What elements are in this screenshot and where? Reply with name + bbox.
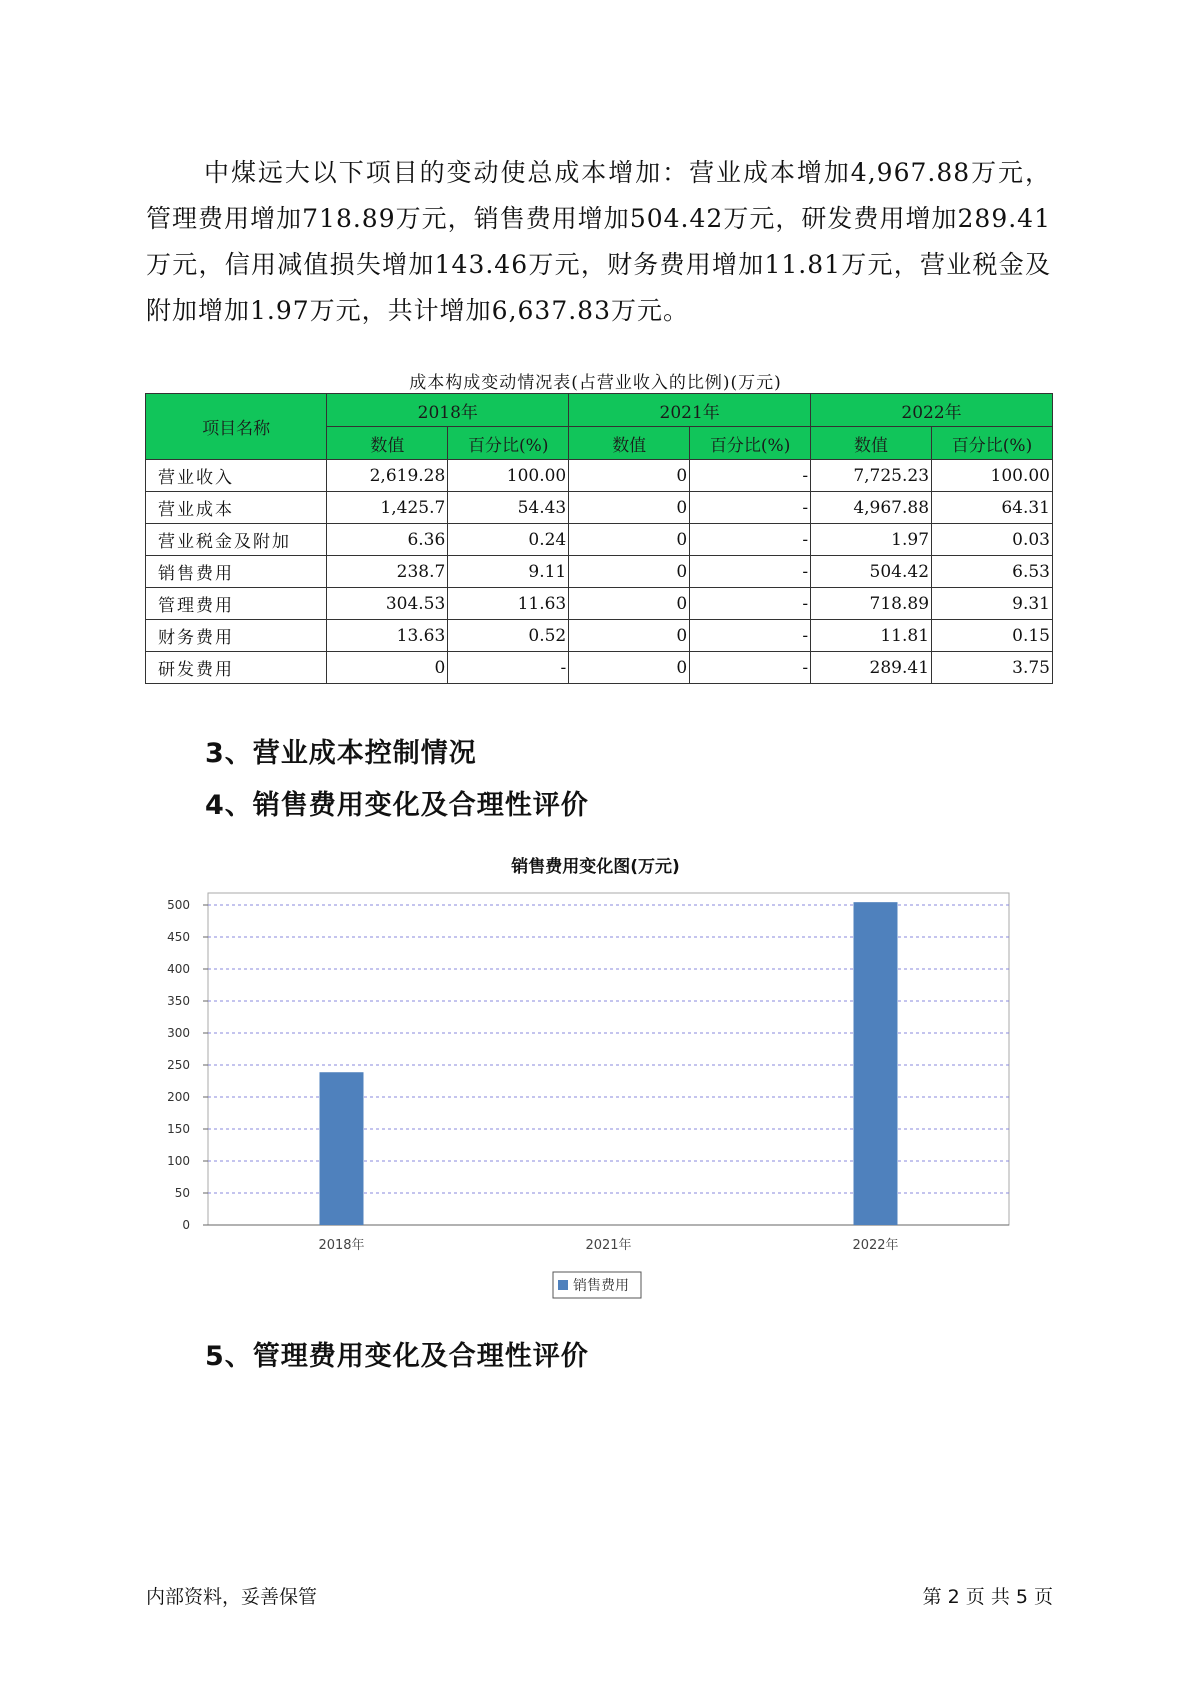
- cell-v2022: 4,967.88: [811, 492, 932, 524]
- y-tick-label: 450: [167, 930, 190, 944]
- cell-p2022: 100.00: [932, 460, 1053, 492]
- cell-v2021: 0: [569, 492, 690, 524]
- cell-v2021: 0: [569, 620, 690, 652]
- bar: [320, 1072, 364, 1225]
- section-heading-5: 5、管理费用变化及合理性评价: [205, 1341, 589, 1372]
- cell-v2018: 13.63: [327, 620, 448, 652]
- summary-paragraph: 中煤远大以下项目的变动使总成本增加：营业成本增加4,967.88万元，管理费用增加718.89万元，销售费用增加504.42万元，研发费用增加289.41万元，信用减值损失增加143.46万元，财务费用增加11.81万元，营业税金及附加增加1.97万元，共计增加6,637.83万元。: [146, 158, 1051, 325]
- cell-v2018: 6.36: [327, 524, 448, 556]
- legend-swatch: [558, 1280, 568, 1290]
- y-tick-label: 500: [167, 898, 190, 912]
- row-label: 营业收入: [146, 460, 327, 492]
- table-row: [146, 620, 1053, 652]
- table-row: [146, 556, 1053, 588]
- row-label: 管理费用: [146, 588, 327, 620]
- footer-confidential-note: 内部资料，妥善保管: [146, 1586, 318, 1608]
- cell-p2021: -: [690, 588, 811, 620]
- header-percent: 百分比(%): [448, 427, 569, 460]
- cell-p2018: 11.63: [448, 588, 569, 620]
- header-percent: 百分比(%): [932, 427, 1053, 460]
- cell-v2018: 1,425.7: [327, 492, 448, 524]
- cell-p2018: 0.24: [448, 524, 569, 556]
- cell-p2022: 0.15: [932, 620, 1053, 652]
- cell-p2022: 6.53: [932, 556, 1053, 588]
- cell-p2018: 9.11: [448, 556, 569, 588]
- header-year-2022: 2022年: [811, 394, 1053, 427]
- cell-p2021: -: [690, 652, 811, 684]
- cell-p2018: 54.43: [448, 492, 569, 524]
- sales-expense-bar-chart: [145, 880, 1045, 1300]
- y-tick-label: 150: [167, 1122, 190, 1136]
- cell-v2022: 504.42: [811, 556, 932, 588]
- y-tick-label: 250: [167, 1058, 190, 1072]
- header-value: 数值: [327, 427, 448, 460]
- cell-v2021: 0: [569, 524, 690, 556]
- cell-p2021: -: [690, 460, 811, 492]
- row-label: 营业成本: [146, 492, 327, 524]
- row-label: 营业税金及附加: [146, 524, 327, 556]
- cell-v2022: 1.97: [811, 524, 932, 556]
- cost-structure-table: [145, 393, 1053, 684]
- cell-v2022: 718.89: [811, 588, 932, 620]
- cell-p2021: -: [690, 556, 811, 588]
- row-label: 研发费用: [146, 652, 327, 684]
- cell-v2018: 0: [327, 652, 448, 684]
- section-heading-4: 4、销售费用变化及合理性评价: [205, 790, 589, 821]
- header-year-2021: 2021年: [569, 394, 811, 427]
- x-tick-label: 2018年: [318, 1238, 365, 1253]
- y-tick-label: 400: [167, 962, 190, 976]
- table-row: [146, 652, 1053, 684]
- row-label: 销售费用: [146, 556, 327, 588]
- y-tick-label: 200: [167, 1090, 190, 1104]
- header-value: 数值: [569, 427, 690, 460]
- x-tick-label: 2021年: [585, 1238, 632, 1253]
- cell-v2021: 0: [569, 652, 690, 684]
- y-tick-label: 0: [182, 1218, 190, 1232]
- table-row: [146, 524, 1053, 556]
- cell-p2018: 0.52: [448, 620, 569, 652]
- chart-title: 销售费用变化图(万元): [511, 857, 680, 877]
- cell-v2022: 289.41: [811, 652, 932, 684]
- legend-label: 销售费用: [573, 1278, 629, 1294]
- cell-v2021: 0: [569, 556, 690, 588]
- row-label: 财务费用: [146, 620, 327, 652]
- cell-v2018: 2,619.28: [327, 460, 448, 492]
- table-row: [146, 460, 1053, 492]
- cell-p2022: 3.75: [932, 652, 1053, 684]
- y-tick-label: 100: [167, 1154, 190, 1168]
- y-tick-label: 350: [167, 994, 190, 1008]
- cell-p2018: 100.00: [448, 460, 569, 492]
- bar: [854, 902, 898, 1225]
- cell-p2021: -: [690, 620, 811, 652]
- cell-p2018: -: [448, 652, 569, 684]
- header-item-name: 项目名称: [146, 394, 327, 460]
- cell-v2018: 304.53: [327, 588, 448, 620]
- x-tick-label: 2022年: [852, 1238, 899, 1253]
- y-tick-label: 50: [174, 1186, 190, 1200]
- table-row: [146, 492, 1053, 524]
- cell-p2022: 64.31: [932, 492, 1053, 524]
- section-heading-3: 3、营业成本控制情况: [205, 738, 477, 769]
- cell-v2022: 11.81: [811, 620, 932, 652]
- cell-v2022: 7,725.23: [811, 460, 932, 492]
- header-value: 数值: [811, 427, 932, 460]
- cell-p2021: -: [690, 524, 811, 556]
- header-year-2018: 2018年: [327, 394, 569, 427]
- footer-page-number: 第 2 页 共 5 页: [922, 1586, 1053, 1608]
- chart-legend: [553, 1272, 641, 1298]
- y-tick-label: 300: [167, 1026, 190, 1040]
- table-row: [146, 588, 1053, 620]
- cell-v2018: 238.7: [327, 556, 448, 588]
- cell-p2022: 9.31: [932, 588, 1053, 620]
- cell-p2022: 0.03: [932, 524, 1053, 556]
- cell-p2021: -: [690, 492, 811, 524]
- table-title: 成本构成变动情况表(占营业收入的比例)(万元): [409, 373, 782, 393]
- cell-v2021: 0: [569, 460, 690, 492]
- header-percent: 百分比(%): [690, 427, 811, 460]
- cell-v2021: 0: [569, 588, 690, 620]
